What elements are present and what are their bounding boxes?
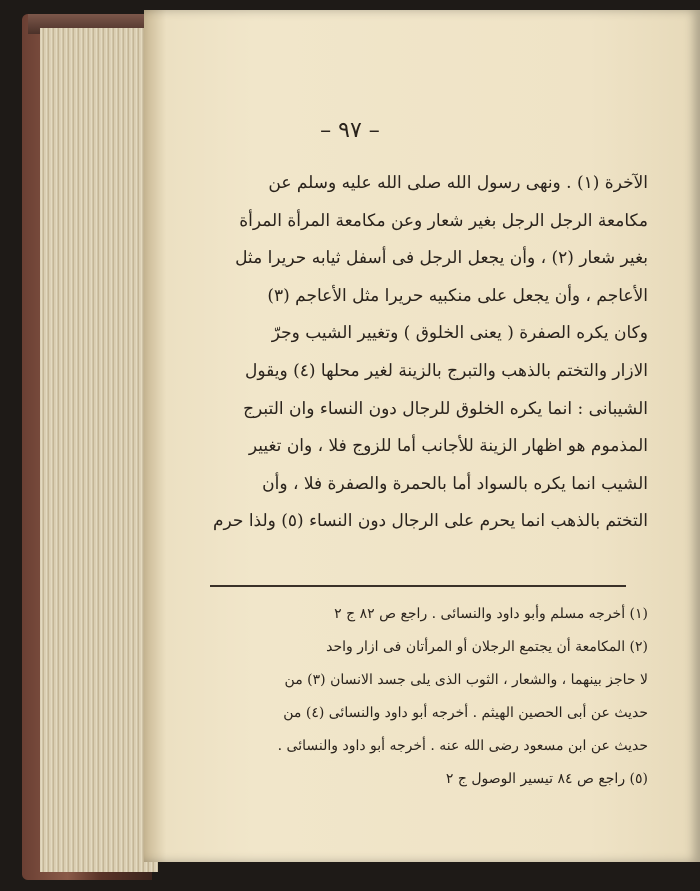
body-line: بغير شعار (٢) ، وأن يجعل الرجل فى أسفل ثيابه حريرا مثل <box>235 248 648 269</box>
body-line: الأعاجم ، وأن يجعل على منكبيه حريرا مثل الأعاجم (٣) <box>267 285 648 306</box>
footnote-line: (٥) راجع ص ٨٤ تيسير الوصول ج ٢ <box>445 771 648 787</box>
body-line: الشيب انما يكره بالسواد أما بالحمرة والصفرة فلا ، وأن <box>262 473 648 494</box>
footnote-line: (٢) المكامعة أن يجتمع الرجلان أو المرأتان فى ازار واحد <box>326 639 648 655</box>
page-edges <box>40 28 158 872</box>
footnote-line: لا حاجز بينهما ، والشعار ، الثوب الذى يلى جسد الانسان (٣) من <box>284 672 648 688</box>
footnotes <box>228 598 648 796</box>
body-line: الشيبانى : انما يكره الخلوق للرجال دون النساء وان التبرج <box>243 398 648 419</box>
page-number: – ٩٧ – <box>320 118 380 143</box>
body-line: مكامعة الرجل الرجل بغير شعار وعن مكامعة المرأة المرأة <box>239 210 648 231</box>
body-line: المذموم هو اظهار الزينة للأجانب أما للزوج فلا ، وان تغيير <box>248 436 648 457</box>
body-text <box>213 165 648 541</box>
footnote-line: حديث عن أبى الحصين الهيثم . أخرجه أبو داود والنسائى (٤) من <box>283 705 648 721</box>
footnote-divider <box>210 585 626 587</box>
body-line: الازار والتختم بالذهب والتبرج بالزينة لغير محلها (٤) ويقول <box>245 360 648 381</box>
body-line: التختم بالذهب انما يحرم على الرجال دون النساء (٥) ولذا حرم <box>213 511 648 532</box>
body-line: وكان يكره الصفرة ( يعنى الخلوق ) وتغيير الشيب وجرّ <box>271 323 648 344</box>
footnote-line: (١) أخرجه مسلم وأبو داود والنسائى . راجع ص ٨٢ ج ٢ <box>334 606 648 622</box>
body-line: الآخرة (١) . ونهى رسول الله صلى الله عليه وسلم عن <box>268 173 648 193</box>
footnote-line: حديث عن ابن مسعود رضى الله عنه . أخرجه أبو داود والنسائى . <box>277 738 648 754</box>
